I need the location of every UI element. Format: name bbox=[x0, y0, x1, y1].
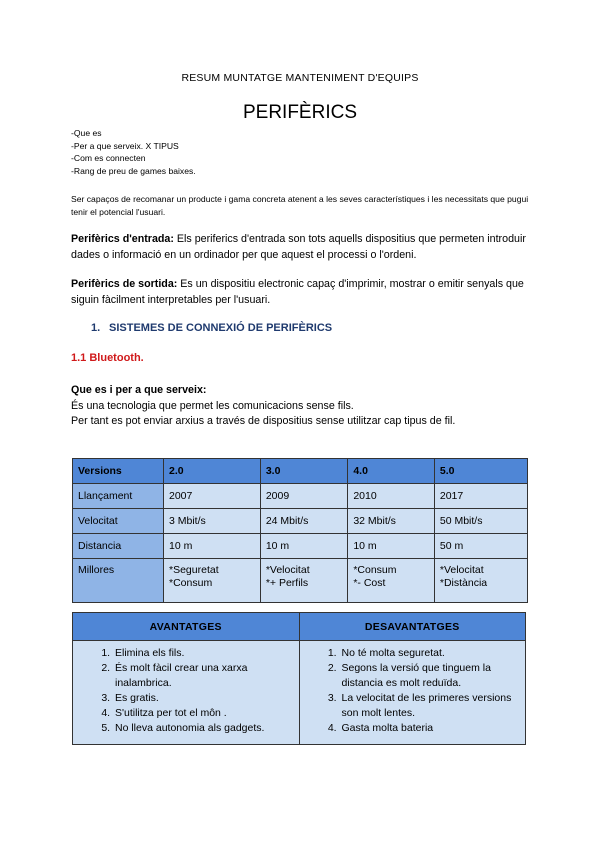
table-row bbox=[73, 559, 528, 603]
bluetooth-description bbox=[71, 383, 541, 430]
intro-paragraph: Ser capaços de recomanar un producte i gama concreta atenent a les seves característiques i les necessitats que pugui tenir el potencial l'usuari. bbox=[71, 194, 529, 217]
table-cell: 32 Mbit/s bbox=[348, 509, 435, 534]
table-cell: 24 Mbit/s bbox=[260, 509, 348, 534]
table-cell: 2010 bbox=[348, 484, 435, 509]
table-cell: 2017 bbox=[434, 484, 527, 509]
list-item: 1. No té molta seguretat. bbox=[340, 646, 520, 661]
table-cell bbox=[434, 559, 527, 603]
document-subtitle: RESUM MUNTATGE MANTENIMENT D'EQUIPS bbox=[181, 72, 419, 84]
table-cell: 2007 bbox=[164, 484, 261, 509]
table-header-row bbox=[73, 459, 528, 484]
improvement-item: *Velocitat bbox=[439, 564, 484, 576]
improvement-item: *Distància bbox=[439, 577, 488, 589]
table-cell bbox=[260, 559, 348, 603]
improvement-item: *Velocitat bbox=[265, 564, 310, 576]
table-cell: 10 m bbox=[348, 534, 435, 559]
section-number: 1. bbox=[91, 322, 101, 334]
table-cell bbox=[164, 559, 261, 603]
pros-list bbox=[79, 646, 293, 736]
section-title: SISTEMES DE CONNEXIÓ DE PERIFÈRICS bbox=[109, 322, 333, 334]
list-item: 4. S'utilitza per tot el môn . bbox=[113, 706, 293, 721]
outline-item: -Rang de preu de games baixes. bbox=[71, 166, 196, 177]
header-cell: Versions bbox=[73, 459, 164, 484]
output-peripherals-term: Perifèrics de sortida: bbox=[71, 278, 178, 290]
list-item: 2. És molt fàcil crear una xarxa inalambrica. bbox=[113, 661, 293, 691]
question-heading: Que es i per a que serveix: bbox=[71, 384, 207, 396]
table-cell bbox=[348, 559, 435, 603]
input-peripherals-text: Els periferics d'entrada son tots aquells dispositius que permeten introduir dades o informació en un ordinador per que aquest el processi o l'ordeni. bbox=[71, 233, 526, 261]
list-item: 2. Segons la versió que tinguem la distancia es molt reduïda. bbox=[340, 661, 520, 691]
list-item: 3. Es gratis. bbox=[113, 691, 293, 706]
improvement-item: *Consum bbox=[169, 577, 213, 589]
subsection-heading: 1.1 Bluetooth. bbox=[71, 352, 144, 364]
document-title: PERIFÈRICS bbox=[242, 102, 358, 123]
input-peripherals-term: Perifèrics d'entrada: bbox=[71, 233, 174, 245]
header-cell: 5.0 bbox=[434, 459, 527, 484]
pros-cons-table bbox=[72, 612, 526, 745]
row-header-cell: Millores bbox=[73, 559, 164, 603]
improvement-item: *+ Perfils bbox=[265, 577, 309, 589]
outline-item: -Com es connecten bbox=[71, 153, 146, 164]
cons-header: DESAVANTATGES bbox=[299, 613, 526, 641]
table-cell: 10 m bbox=[260, 534, 348, 559]
table-cell: 10 m bbox=[164, 534, 261, 559]
pros-cell bbox=[73, 641, 300, 745]
row-header-cell: Distancia bbox=[73, 534, 164, 559]
table-row bbox=[73, 484, 528, 509]
description-line: És una tecnologia que permet les comunicacions sense fils. bbox=[71, 399, 354, 412]
table-row bbox=[73, 509, 528, 534]
list-item: 4. Gasta molta bateria bbox=[340, 721, 520, 736]
list-item: 1. Elimina els fils. bbox=[113, 646, 293, 661]
bluetooth-versions-table bbox=[72, 458, 528, 603]
table-cell: 50 m bbox=[434, 534, 527, 559]
row-header-cell: Llançament bbox=[73, 484, 164, 509]
list-item: 3. La velocitat de les primeres versions son molt lentes. bbox=[340, 691, 520, 721]
outline-item: -Que es bbox=[71, 128, 102, 138]
table-row bbox=[73, 534, 528, 559]
pros-cons-body-row bbox=[73, 641, 526, 745]
cons-cell bbox=[299, 641, 526, 745]
outline-list bbox=[71, 127, 196, 178]
improvement-item: *Consum bbox=[353, 564, 397, 576]
input-peripherals-paragraph bbox=[71, 232, 541, 263]
output-peripherals-paragraph bbox=[71, 277, 541, 308]
header-cell: 4.0 bbox=[348, 459, 435, 484]
table-cell: 2009 bbox=[260, 484, 348, 509]
output-peripherals-text: Es un dispositiu electronic capaç d'imprimir, mostrar o emitir senyals que siguin fàcilment interpretables per l'usuari. bbox=[71, 278, 524, 306]
pros-header: AVANTATGES bbox=[73, 613, 300, 641]
table-cell: 50 Mbit/s bbox=[434, 509, 527, 534]
cons-list bbox=[306, 646, 520, 736]
outline-item: -Per a que serveix. X TIPUS bbox=[71, 140, 179, 151]
improvement-item: *Seguretat bbox=[169, 564, 219, 576]
header-cell: 2.0 bbox=[164, 459, 261, 484]
improvement-item: *- Cost bbox=[353, 577, 386, 589]
section-heading bbox=[91, 322, 332, 334]
list-item: 5. No lleva autonomia als gadgets. bbox=[113, 721, 293, 736]
header-cell: 3.0 bbox=[260, 459, 348, 484]
table-cell: 3 Mbit/s bbox=[164, 509, 261, 534]
pros-cons-header-row bbox=[73, 613, 526, 641]
row-header-cell: Velocitat bbox=[73, 509, 164, 534]
description-line: Per tant es pot enviar arxius a través de dispositius sense utilitzar cap tipus de fil. bbox=[71, 415, 456, 427]
